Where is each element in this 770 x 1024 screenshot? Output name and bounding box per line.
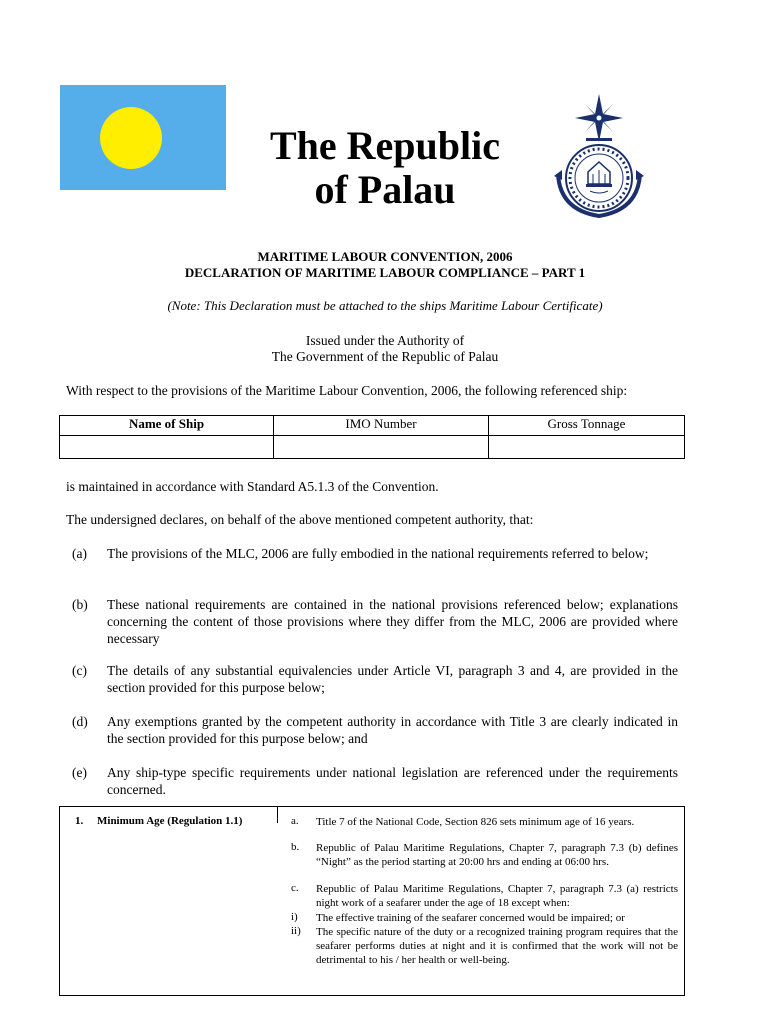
- declaration-item-a: [72, 545, 678, 562]
- name-of-ship-cell[interactable]: [60, 436, 274, 459]
- issued-authority-line: Issued under the Authority of: [305, 333, 465, 348]
- item-text: The details of any substantial equivalencies under Article VI, paragraph 3 and 4, are provided in the section provided for this purpose below;: [107, 663, 678, 695]
- page-title: [230, 124, 540, 212]
- maintained-statement: is maintained in accordance with Standard A5.1.3 of the Convention.: [66, 479, 439, 494]
- entry-text-c: Republic of Palau Maritime Regulations, Chapter 7, paragraph 7.3 (a) restricts night work of a seafarer under the age of 18 except when:: [316, 883, 678, 909]
- entry-label-a: a.: [291, 815, 299, 827]
- attachment-note: (Note: This Declaration must be attached to the ships Maritime Labour Certificate): [167, 298, 603, 313]
- header-imo-number: IMO Number: [274, 416, 489, 436]
- entry-label-ii: ii): [291, 925, 301, 937]
- entry-label-i: i): [291, 911, 298, 923]
- declaration-item-e: [72, 764, 678, 798]
- item-text: Any ship-type specific requirements under national legislation are referenced under the requirements concerned.: [107, 765, 678, 797]
- imo-number-cell[interactable]: [274, 436, 489, 459]
- declaration-item-d: [72, 713, 678, 747]
- requirement-number: 1.: [75, 815, 84, 827]
- item-text: Any exemptions granted by the competent authority in accordance with Title 3 are clearly indicated in the section provided for this purpose below; and: [107, 714, 678, 746]
- ship-table-value-row: [60, 436, 685, 459]
- declaration-item-c: [72, 662, 678, 696]
- convention-heading: MARITIME LABOUR CONVENTION, 2006: [257, 249, 513, 264]
- declaration-heading: DECLARATION OF MARITIME LABOUR COMPLIANCE – PART 1: [184, 265, 586, 280]
- item-text: These national requirements are contained in the national provisions referenced below; explanations concerning the content of those provisions where they differ from the MLC, 2006 are provided where necessary: [107, 597, 678, 646]
- entry-text-ii: The specific nature of the duty or a recognized training program requires that the seafarer performs duties at night and it is confirmed that the work will not be detrimental to his / her health or well-being.: [316, 926, 678, 966]
- entry-text-b: Republic of Palau Maritime Regulations, Chapter 7, paragraph 7.3 (b) defines “Night” as the period starting at 20:00 hrs and ending at 06:00 hrs.: [316, 842, 678, 868]
- declaration-item-b: [72, 596, 678, 647]
- entry-text-i: The effective training of the seafarer concerned would be impaired; or: [316, 912, 625, 924]
- entry-label-b: b.: [291, 841, 300, 853]
- requirement-divider: [277, 806, 278, 823]
- item-text: The provisions of the MLC, 2006 are fully embodied in the national requirements referred to below;: [107, 546, 649, 561]
- title-line-2: of Palau: [314, 167, 456, 212]
- entry-label-c: c.: [291, 882, 299, 894]
- ship-table-header-row: [60, 416, 685, 436]
- header-gross-tonnage: Gross Tonnage: [489, 416, 685, 436]
- title-line-1: The Republic: [269, 123, 501, 168]
- maritime-seal-icon: [550, 92, 648, 224]
- intro-paragraph: With respect to the provisions of the Maritime Labour Convention, 2006, the following referenced ship:: [66, 383, 628, 398]
- item-label: (c): [72, 663, 87, 678]
- gross-tonnage-cell[interactable]: [489, 436, 685, 459]
- item-label: (b): [72, 597, 88, 612]
- issued-government-line: The Government of the Republic of Palau: [271, 349, 499, 364]
- item-label: (e): [72, 765, 87, 780]
- flag-moon-disc: [100, 107, 162, 169]
- item-label: (d): [72, 714, 88, 729]
- requirement-title: Minimum Age (Regulation 1.1): [97, 815, 243, 827]
- item-label: (a): [72, 546, 87, 561]
- entry-text-a: Title 7 of the National Code, Section 826 sets minimum age of 16 years.: [316, 816, 635, 828]
- header-name-of-ship: Name of Ship: [60, 416, 274, 436]
- ship-details-table: [59, 415, 685, 459]
- declares-statement: The undersigned declares, on behalf of the above mentioned competent authority, that:: [66, 512, 534, 527]
- palau-flag: [60, 85, 226, 190]
